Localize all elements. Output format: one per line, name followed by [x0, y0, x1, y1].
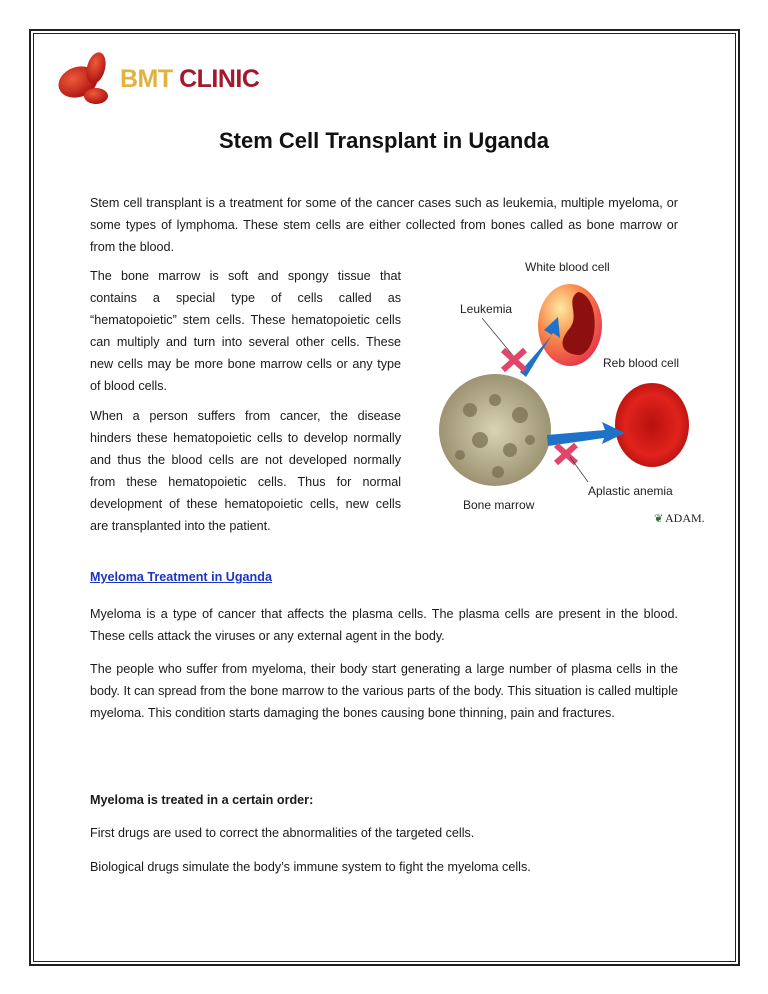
intro-paragraph: Stem cell transplant is a treatment for some of the cancer cases such as leukemia, multiple myeloma, or some types of lymphoma. These stem cells are either collected from bones called as bone marrow or from the blood. [90, 196, 678, 254]
myeloma-paragraph-2: The people who suffer from myeloma, their body start generating a large number of plasma cells in the body. It can spread from the bone marrow to the various parts of the body. This situation is called multiple myeloma. This condition starts damaging the bones causing bone thinning, pain and fractures. [90, 662, 678, 720]
cancer-paragraph: When a person suffers from cancer, the disease hinders these hematopoietic cells to develop normally and thus the blood cells are not developed normally from these hematopoietic cells. Thus for normal development of these hematopoietic cells, new cells are transplanted into the patient. [90, 409, 401, 533]
blood-cells-icon [56, 50, 116, 108]
order-paragraph-1: First drugs are used to correct the abnormalities of the targeted cells. [90, 826, 475, 840]
order-paragraph-2: Biological drugs simulate the body’s immune system to fight the myeloma cells. [90, 860, 531, 874]
label-aplastic-anemia: Aplastic anemia [588, 484, 673, 498]
adam-credit: ADAM. [665, 511, 705, 525]
adam-leaf-icon: ❦ [654, 513, 664, 525]
logo-text-bmt: BMT [120, 64, 173, 93]
label-red-blood-cell: Reb blood cell [603, 356, 680, 370]
page-title: Stem Cell Transplant in Uganda [218, 128, 550, 153]
myeloma-treatment-link[interactable]: Myeloma Treatment in Uganda [90, 570, 272, 584]
bone-marrow-paragraph: The bone marrow is soft and spongy tissue that contains a special type of cells called as “hematopoietic” stem cells. These hematopoietic cells can multiply and turn into several other cells. These new cells may be more bone marrow cells or any type of blood cells. [90, 269, 401, 393]
logo-text-clinic: CLINIC [179, 64, 260, 93]
arrow-to-red-cell [547, 422, 625, 446]
label-bone-marrow: Bone marrow [463, 498, 535, 512]
label-white-blood-cell: White blood cell [525, 260, 610, 274]
bmt-clinic-logo [56, 50, 259, 108]
blood-cell-diagram [430, 250, 730, 540]
blocked-x-icon [503, 350, 525, 370]
order-heading: Myeloma is treated in a certain order: [90, 793, 314, 807]
label-leukemia: Leukemia [460, 302, 513, 316]
blocked-x-icon [556, 445, 576, 463]
myeloma-paragraph-1: Myeloma is a type of cancer that affects the plasma cells. The plasma cells are present in the blood. These cells attack the viruses or any external agent in the body. [90, 607, 678, 643]
red-blood-cell-image [615, 383, 689, 467]
